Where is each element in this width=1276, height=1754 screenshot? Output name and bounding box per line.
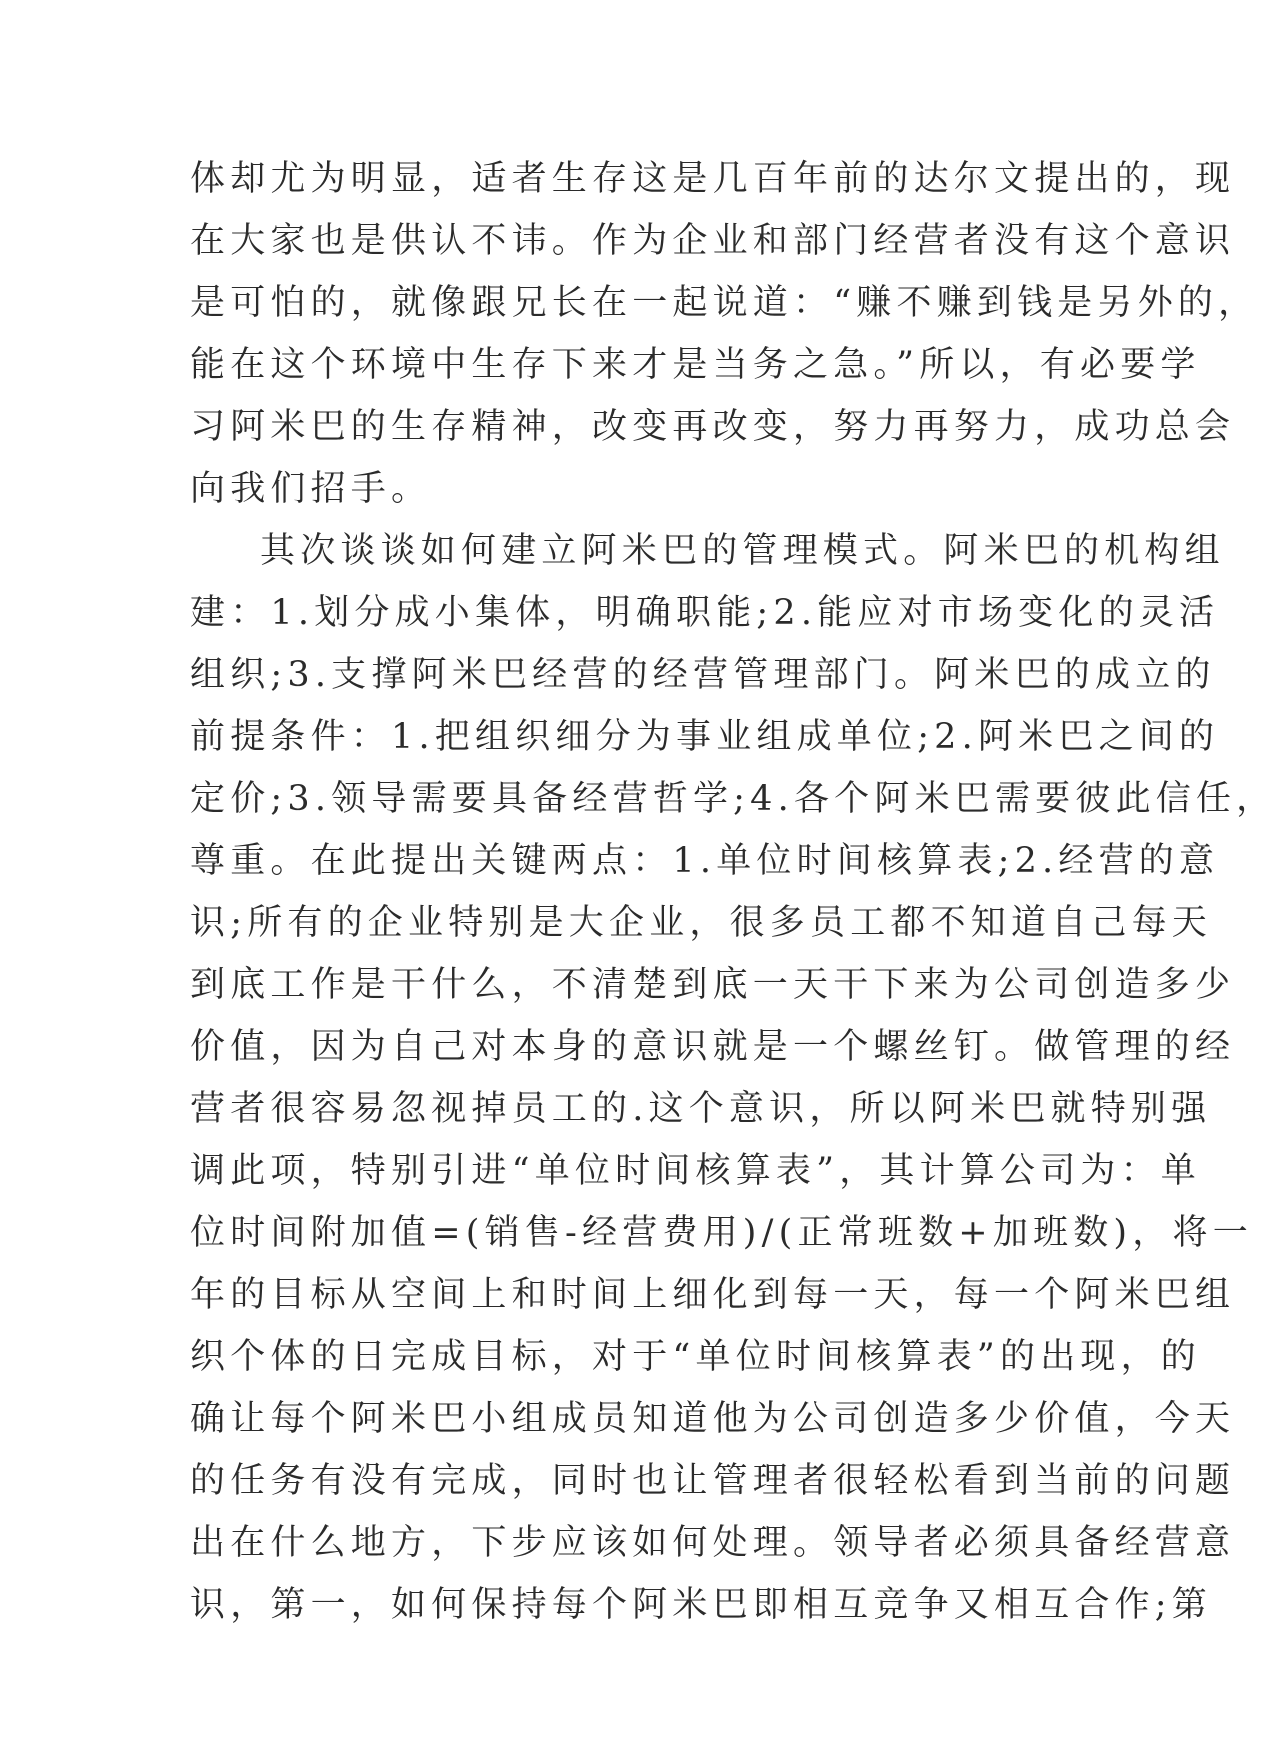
text-line: 是可怕的，就像跟兄长在一起说道：“赚不赚到钱是另外的， <box>190 283 1259 323</box>
text-line: 尊重。在此提出关键两点：1.单位时间核算表;2.经营的意 <box>190 841 1220 881</box>
text-line: 确让每个阿米巴小组成员知道他为公司创造多少价值，今天 <box>190 1399 1236 1439</box>
text-line: 的任务有没有完成，同时也让管理者很轻松看到当前的问题 <box>190 1461 1236 1501</box>
text-line: 组织;3.支撑阿米巴经营的经营管理部门。阿米巴的成立的 <box>190 655 1216 695</box>
text-line: 识，第一，如何保持每个阿米巴即相互竞争又相互合作;第 <box>190 1585 1212 1625</box>
text-line: 营者很容易忽视掉员工的.这个意识，所以阿米巴就特别强 <box>190 1089 1212 1129</box>
text-line: 识;所有的企业特别是大企业，很多员工都不知道自己每天 <box>190 903 1212 943</box>
text-line: 位时间附加值=(销售-经营费用)/(正常班数+加班数)，将一 <box>190 1213 1253 1253</box>
text-line: 定价;3.领导需要具备经营哲学;4.各个阿米巴需要彼此信任， <box>190 779 1276 819</box>
text-line: 年的目标从空间上和时间上细化到每一天，每一个阿米巴组 <box>190 1275 1236 1315</box>
text-line: 习阿米巴的生存精神，改变再改变，努力再努力，成功总会 <box>190 407 1236 447</box>
text-line: 到底工作是干什么，不清楚到底一天干下来为公司创造多少 <box>190 965 1236 1005</box>
text-line: 向我们招手。 <box>190 469 432 509</box>
text-line: 能在这个环境中生存下来才是当务之急。”所以，有必要学 <box>190 345 1201 385</box>
text-line: 出在什么地方，下步应该如何处理。领导者必须具备经营意 <box>190 1523 1236 1563</box>
text-line: 前提条件：1.把组织细分为事业组成单位;2.阿米巴之间的 <box>190 717 1220 757</box>
text-line: 价值，因为自己对本身的意识就是一个螺丝钉。做管理的经 <box>190 1027 1236 1067</box>
text-line: 体却尤为明显，适者生存这是几百年前的达尔文提出的，现 <box>190 159 1236 199</box>
paragraph-first-line: 其次谈谈如何建立阿米巴的管理模式。阿米巴的机构组 <box>260 531 1225 571</box>
text-line: 织个体的日完成目标，对于“单位时间核算表”的出现，的 <box>190 1337 1201 1377</box>
text-line: 调此项，特别引进“单位时间核算表”，其计算公司为：单 <box>190 1151 1201 1191</box>
text-line: 建：1.划分成小集体，明确职能;2.能应对市场变化的灵活 <box>190 593 1220 633</box>
text-line: 在大家也是供认不讳。作为企业和部门经营者没有这个意识 <box>190 221 1236 261</box>
